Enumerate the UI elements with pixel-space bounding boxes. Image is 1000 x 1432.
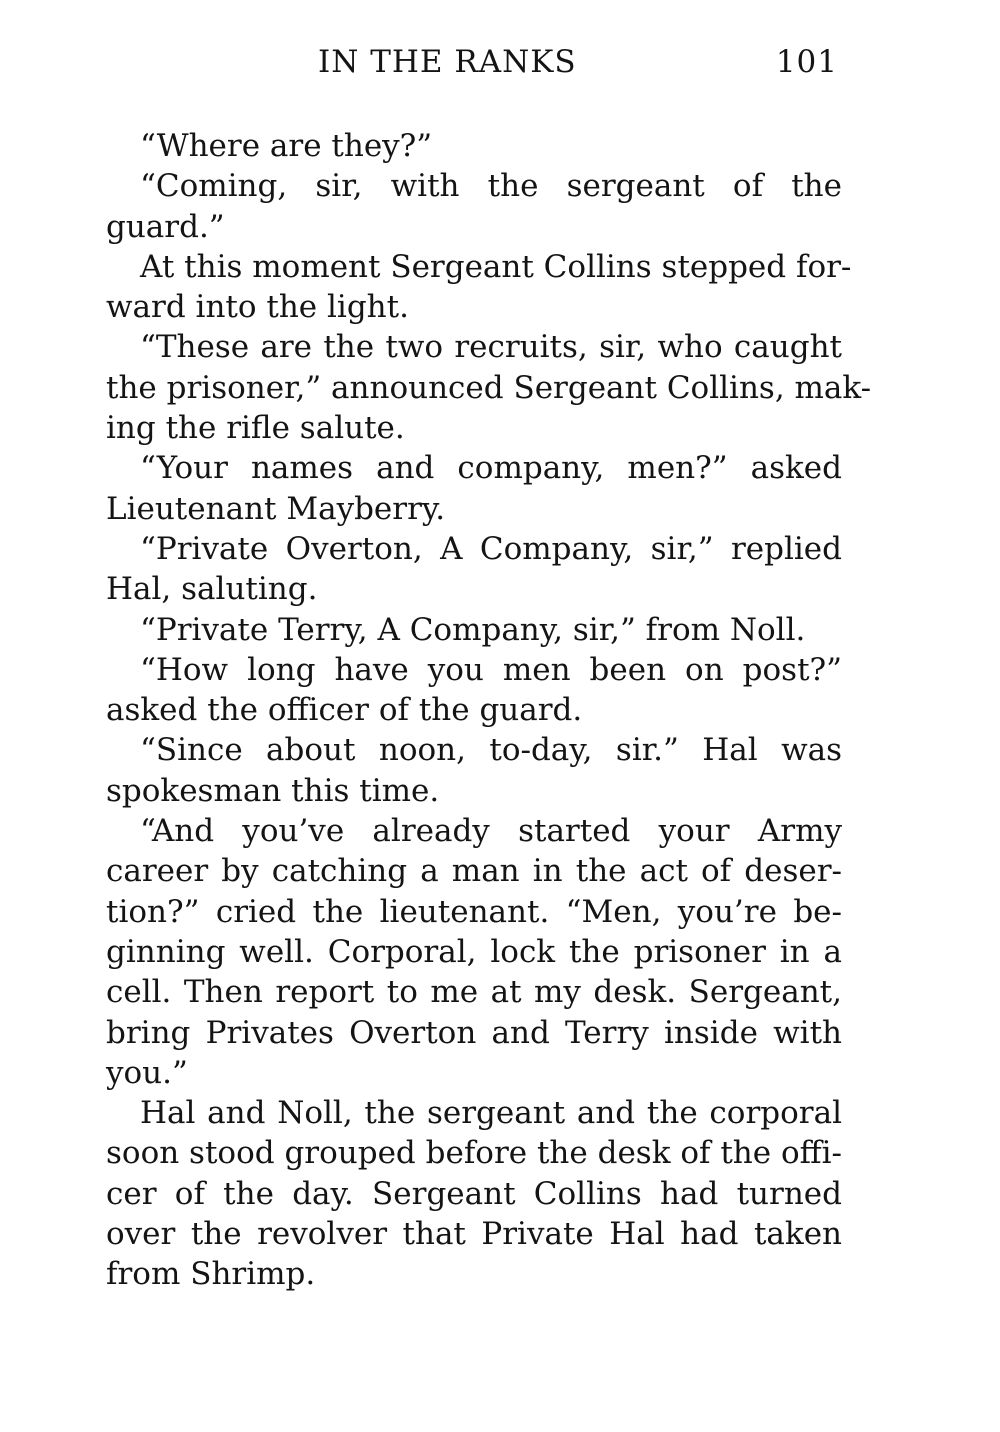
paragraph: [106, 529, 842, 610]
text-line: the prisoner,” announced Sergeant Collins, mak-: [106, 369, 872, 406]
text-line: “These are the two recruits, sir, who caught: [140, 329, 842, 366]
text-line: over the revolver that Private Hal had taken: [106, 1216, 842, 1253]
text-line: ing the rifle salute.: [106, 410, 405, 447]
text-line: Hal and Noll, the sergeant and the corporal: [140, 1095, 842, 1132]
text-line: tion?” cried the lieutenant. “Men, you’re be-: [106, 893, 842, 930]
running-title: IN THE RANKS: [318, 44, 577, 80]
text-line: “Where are they?”: [140, 128, 433, 164]
running-head: [106, 44, 842, 88]
text-line: Lieutenant Mayberry.: [106, 490, 446, 527]
text-line: “Since about noon, to-day, sir.” Hal was: [140, 732, 842, 769]
text-line: from Shrimp.: [106, 1256, 316, 1293]
paragraph: [106, 448, 842, 529]
paragraph: [106, 247, 852, 328]
body-text: [106, 126, 872, 1295]
paragraph: [106, 650, 842, 731]
text-line: “How long have you men been on post?”: [140, 651, 842, 688]
text-line: cer of the day. Sergeant Collins had turned: [106, 1175, 842, 1212]
text-line: At this moment Sergeant Collins stepped for-: [140, 248, 852, 285]
text-line: guard.”: [106, 208, 225, 245]
text-line: career by catching a man in the act of deser-: [106, 853, 842, 890]
text-line: ginning well. Corporal, lock the prisoner in a: [106, 933, 842, 970]
page-number: 101: [775, 44, 838, 80]
text-line: bring Privates Overton and Terry inside with: [106, 1014, 842, 1051]
text-line: Hal, saluting.: [106, 571, 318, 608]
text-line: “Private Overton, A Company, sir,” replied: [140, 530, 842, 567]
text-line: “Private Terry, A Company, sir,” from Noll.: [140, 611, 806, 648]
text-line: “And you’ve already started your Army: [140, 813, 842, 850]
paragraph: [106, 1093, 842, 1294]
text-line: cell. Then report to me at my desk. Sergeant,: [106, 974, 842, 1011]
text-line: asked the officer of the guard.: [106, 692, 583, 729]
text-line: “Coming, sir, with the sergeant of the: [140, 168, 842, 205]
paragraph: [106, 126, 842, 166]
text-line: you.”: [106, 1054, 188, 1091]
text-line: “Your names and company, men?” asked: [140, 450, 842, 487]
paragraph: [106, 327, 872, 448]
text-line: spokesman this time.: [106, 772, 440, 809]
paragraph: [106, 730, 842, 811]
book-page: [106, 0, 872, 1432]
text-line: ward into the light.: [106, 289, 409, 326]
text-line: soon stood grouped before the desk of the offi-: [106, 1135, 843, 1172]
paragraph: [106, 811, 842, 1093]
paragraph: [106, 166, 842, 247]
paragraph: [106, 610, 842, 650]
